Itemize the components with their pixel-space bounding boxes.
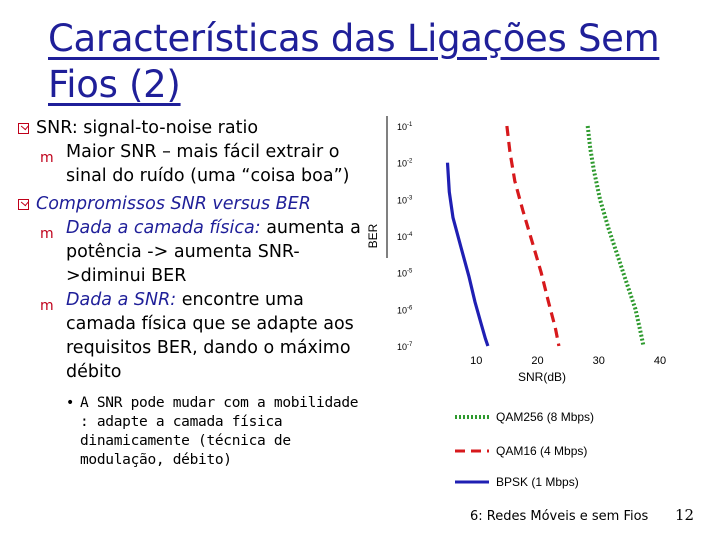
checkbox-bullet-icon <box>18 123 29 134</box>
x-tick-label: 30 <box>592 355 605 367</box>
circle-bullet-icon: m <box>40 150 54 166</box>
y-tick-label: $10^{-1}$ <box>397 122 413 132</box>
series-line-0 <box>588 126 644 346</box>
legend-label-2: BPSK (1 Mbps) <box>496 475 579 489</box>
y-tick-label: $10^{-2}$ <box>397 158 413 169</box>
series-line-1 <box>507 126 559 346</box>
circle-bullet-icon: m <box>40 298 54 314</box>
y-axis-label: BER <box>366 223 380 249</box>
x-tick-label: 10 <box>470 355 483 367</box>
bullet-given-snr <box>18 288 363 384</box>
x-tick-label: 40 <box>653 355 667 367</box>
y-tick-label: $10^{-5}$ <box>397 268 413 279</box>
bullet-list <box>18 116 363 470</box>
y-tick-label: $10^{-7}$ <box>397 342 413 352</box>
bullet-snr-higher <box>18 140 363 188</box>
bullet-tradeoff-text: Compromissos SNR versus BER <box>36 194 311 214</box>
bullet-given-snr-lead: Dada a SNR: <box>66 290 177 310</box>
slide-title: Características das Ligações Sem Fios (2) <box>48 17 660 106</box>
checkbox-bullet-icon <box>18 199 29 210</box>
dot-bullet-icon: • <box>66 395 74 411</box>
y-tick-label: $10^{-3}$ <box>397 195 413 206</box>
bullet-snr <box>18 116 363 140</box>
legend-label-1: QAM16 (4 Mbps) <box>496 444 588 458</box>
footer-text: 6: Redes Móveis e sem Fios <box>470 509 649 524</box>
bullet-physical-layer <box>18 216 363 288</box>
y-tick-label: $10^{-4}$ <box>397 232 413 242</box>
x-tick-label: 20 <box>531 355 544 367</box>
page-number: 12 <box>675 506 695 524</box>
bullet-mobility-text: A SNR pode mudar com a mobilidade : adapte a camada física dinamicamente (técnica de modulação, débito) <box>80 395 359 468</box>
bullet-mobility <box>18 394 363 470</box>
y-tick-label: $10^{-6}$ <box>397 305 413 316</box>
bullet-snr-higher-text: Maior SNR – mais fácil extrair o sinal do ruído (uma “coisa boa”) <box>66 142 350 186</box>
circle-bullet-icon: m <box>40 226 54 242</box>
series-line-2 <box>448 163 488 346</box>
bullet-snr-text: SNR: signal-to-noise ratio <box>36 118 259 138</box>
bullet-tradeoff <box>18 192 363 216</box>
bullet-physical-layer-text: aumenta a potência -> aumenta SNR->diminui BER <box>66 218 361 286</box>
bullet-given-snr-text: encontre uma camada física que se adapte aos requisitos BER, dando o máximo débito <box>66 290 354 382</box>
ber-vs-snr-chart <box>355 108 685 498</box>
x-axis-label: SNR(dB) <box>517 370 567 384</box>
bullet-physical-layer-lead: Dada a camada física: <box>66 218 261 238</box>
legend-label-0: QAM256 (8 Mbps) <box>496 410 595 424</box>
